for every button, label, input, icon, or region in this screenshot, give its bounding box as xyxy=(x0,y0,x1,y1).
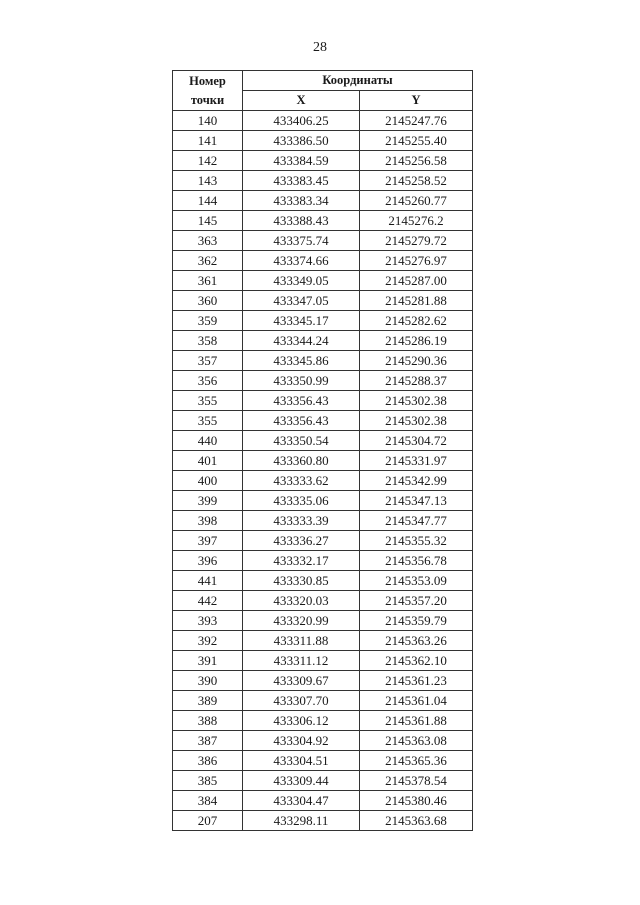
table-row xyxy=(173,651,473,671)
y-coordinate-cell: 2145365.36 xyxy=(360,751,473,771)
point-number-cell: 144 xyxy=(173,191,243,211)
x-coordinate-cell: 433307.70 xyxy=(243,691,360,711)
table-row xyxy=(173,551,473,571)
point-number-cell: 362 xyxy=(173,251,243,271)
point-number-cell: 384 xyxy=(173,791,243,811)
point-number-cell: 387 xyxy=(173,731,243,751)
x-coordinate-cell: 433335.06 xyxy=(243,491,360,511)
x-coordinate-cell: 433344.24 xyxy=(243,331,360,351)
table-header xyxy=(173,71,473,111)
point-number-cell: 355 xyxy=(173,411,243,431)
table-row xyxy=(173,231,473,251)
y-coordinate-cell: 2145282.62 xyxy=(360,311,473,331)
point-number-cell: 388 xyxy=(173,711,243,731)
table-row xyxy=(173,711,473,731)
point-number-cell: 356 xyxy=(173,371,243,391)
y-coordinate-cell: 2145255.40 xyxy=(360,131,473,151)
x-coordinate-cell: 433332.17 xyxy=(243,551,360,571)
table-row xyxy=(173,191,473,211)
y-coordinate-cell: 2145363.26 xyxy=(360,631,473,651)
table-row xyxy=(173,811,473,831)
y-coordinate-cell: 2145258.52 xyxy=(360,171,473,191)
page-number: 28 xyxy=(313,40,327,55)
table-row xyxy=(173,671,473,691)
x-coordinate-cell: 433350.54 xyxy=(243,431,360,451)
x-coordinate-cell: 433311.88 xyxy=(243,631,360,651)
point-number-cell: 398 xyxy=(173,511,243,531)
point-number-cell: 386 xyxy=(173,751,243,771)
y-coordinate-cell: 2145276.2 xyxy=(360,211,473,231)
y-coordinate-cell: 2145362.10 xyxy=(360,651,473,671)
table-row xyxy=(173,431,473,451)
table-row xyxy=(173,691,473,711)
point-number-cell: 400 xyxy=(173,471,243,491)
x-column-header: X xyxy=(243,91,360,111)
y-coordinate-cell: 2145342.99 xyxy=(360,471,473,491)
y-coordinate-cell: 2145361.88 xyxy=(360,711,473,731)
table-row xyxy=(173,631,473,651)
x-coordinate-cell: 433306.12 xyxy=(243,711,360,731)
coordinates-table xyxy=(172,70,473,831)
point-number-cell: 389 xyxy=(173,691,243,711)
y-coordinate-cell: 2145276.97 xyxy=(360,251,473,271)
y-coordinate-cell: 2145359.79 xyxy=(360,611,473,631)
x-coordinate-cell: 433383.34 xyxy=(243,191,360,211)
table-row xyxy=(173,111,473,131)
x-coordinate-cell: 433347.05 xyxy=(243,291,360,311)
point-number-cell: 390 xyxy=(173,671,243,691)
x-coordinate-cell: 433336.27 xyxy=(243,531,360,551)
table-row xyxy=(173,771,473,791)
point-number-cell: 440 xyxy=(173,431,243,451)
point-number-cell: 392 xyxy=(173,631,243,651)
x-coordinate-cell: 433356.43 xyxy=(243,391,360,411)
point-number-cell: 401 xyxy=(173,451,243,471)
x-coordinate-cell: 433333.39 xyxy=(243,511,360,531)
x-coordinate-cell: 433304.51 xyxy=(243,751,360,771)
table-row xyxy=(173,731,473,751)
point-number-cell: 145 xyxy=(173,211,243,231)
x-coordinate-cell: 433320.03 xyxy=(243,591,360,611)
y-coordinate-cell: 2145286.19 xyxy=(360,331,473,351)
x-coordinate-cell: 433309.67 xyxy=(243,671,360,691)
y-coordinate-cell: 2145347.13 xyxy=(360,491,473,511)
table-row xyxy=(173,271,473,291)
point-number-cell: 393 xyxy=(173,611,243,631)
table-row xyxy=(173,411,473,431)
point-number-cell: 358 xyxy=(173,331,243,351)
x-coordinate-cell: 433333.62 xyxy=(243,471,360,491)
x-coordinate-cell: 433298.11 xyxy=(243,811,360,831)
point-number-cell: 207 xyxy=(173,811,243,831)
x-coordinate-cell: 433374.66 xyxy=(243,251,360,271)
table-row xyxy=(173,351,473,371)
x-coordinate-cell: 433345.86 xyxy=(243,351,360,371)
y-coordinate-cell: 2145378.54 xyxy=(360,771,473,791)
x-coordinate-cell: 433383.45 xyxy=(243,171,360,191)
point-number-cell: 396 xyxy=(173,551,243,571)
point-number-header: Номер точки xyxy=(173,71,243,111)
table-row xyxy=(173,251,473,271)
y-coordinate-cell: 2145304.72 xyxy=(360,431,473,451)
x-coordinate-cell: 433304.92 xyxy=(243,731,360,751)
table-row xyxy=(173,791,473,811)
table-row xyxy=(173,331,473,351)
x-coordinate-cell: 433345.17 xyxy=(243,311,360,331)
y-coordinate-cell: 2145363.08 xyxy=(360,731,473,751)
point-number-cell: 360 xyxy=(173,291,243,311)
table-row xyxy=(173,571,473,591)
x-coordinate-cell: 433386.50 xyxy=(243,131,360,151)
table-row xyxy=(173,131,473,151)
point-number-cell: 142 xyxy=(173,151,243,171)
x-coordinate-cell: 433350.99 xyxy=(243,371,360,391)
y-coordinate-cell: 2145247.76 xyxy=(360,111,473,131)
x-coordinate-cell: 433309.44 xyxy=(243,771,360,791)
table-row xyxy=(173,591,473,611)
table-row xyxy=(173,611,473,631)
y-coordinate-cell: 2145361.04 xyxy=(360,691,473,711)
x-coordinate-cell: 433320.99 xyxy=(243,611,360,631)
x-coordinate-cell: 433311.12 xyxy=(243,651,360,671)
point-number-cell: 357 xyxy=(173,351,243,371)
coordinates-header: Координаты xyxy=(243,71,473,91)
y-coordinate-cell: 2145290.36 xyxy=(360,351,473,371)
y-coordinate-cell: 2145260.77 xyxy=(360,191,473,211)
point-number-cell: 442 xyxy=(173,591,243,611)
point-number-cell: 141 xyxy=(173,131,243,151)
point-number-cell: 143 xyxy=(173,171,243,191)
y-coordinate-cell: 2145256.58 xyxy=(360,151,473,171)
y-column-header: Y xyxy=(360,91,473,111)
x-coordinate-cell: 433375.74 xyxy=(243,231,360,251)
y-coordinate-cell: 2145287.00 xyxy=(360,271,473,291)
point-number-cell: 385 xyxy=(173,771,243,791)
table-row xyxy=(173,531,473,551)
table-row xyxy=(173,511,473,531)
point-number-cell: 441 xyxy=(173,571,243,591)
table-row xyxy=(173,371,473,391)
y-coordinate-cell: 2145331.97 xyxy=(360,451,473,471)
point-number-cell: 391 xyxy=(173,651,243,671)
table-row xyxy=(173,291,473,311)
table-row xyxy=(173,391,473,411)
x-coordinate-cell: 433356.43 xyxy=(243,411,360,431)
x-coordinate-cell: 433384.59 xyxy=(243,151,360,171)
point-number-cell: 361 xyxy=(173,271,243,291)
x-coordinate-cell: 433406.25 xyxy=(243,111,360,131)
y-coordinate-cell: 2145347.77 xyxy=(360,511,473,531)
x-coordinate-cell: 433330.85 xyxy=(243,571,360,591)
table-row xyxy=(173,171,473,191)
table-row xyxy=(173,491,473,511)
y-coordinate-cell: 2145281.88 xyxy=(360,291,473,311)
table-row xyxy=(173,211,473,231)
table-row xyxy=(173,751,473,771)
table-row xyxy=(173,471,473,491)
point-number-cell: 399 xyxy=(173,491,243,511)
y-coordinate-cell: 2145357.20 xyxy=(360,591,473,611)
table-row xyxy=(173,451,473,471)
x-coordinate-cell: 433349.05 xyxy=(243,271,360,291)
y-coordinate-cell: 2145353.09 xyxy=(360,571,473,591)
x-coordinate-cell: 433388.43 xyxy=(243,211,360,231)
y-coordinate-cell: 2145380.46 xyxy=(360,791,473,811)
y-coordinate-cell: 2145288.37 xyxy=(360,371,473,391)
x-coordinate-cell: 433304.47 xyxy=(243,791,360,811)
table-row xyxy=(173,151,473,171)
point-number-cell: 140 xyxy=(173,111,243,131)
point-number-cell: 397 xyxy=(173,531,243,551)
y-coordinate-cell: 2145302.38 xyxy=(360,391,473,411)
point-number-cell: 363 xyxy=(173,231,243,251)
point-number-cell: 355 xyxy=(173,391,243,411)
y-coordinate-cell: 2145302.38 xyxy=(360,411,473,431)
table-row xyxy=(173,311,473,331)
x-coordinate-cell: 433360.80 xyxy=(243,451,360,471)
y-coordinate-cell: 2145361.23 xyxy=(360,671,473,691)
y-coordinate-cell: 2145355.32 xyxy=(360,531,473,551)
y-coordinate-cell: 2145356.78 xyxy=(360,551,473,571)
point-number-cell: 359 xyxy=(173,311,243,331)
table-body xyxy=(173,111,473,831)
y-coordinate-cell: 2145279.72 xyxy=(360,231,473,251)
y-coordinate-cell: 2145363.68 xyxy=(360,811,473,831)
